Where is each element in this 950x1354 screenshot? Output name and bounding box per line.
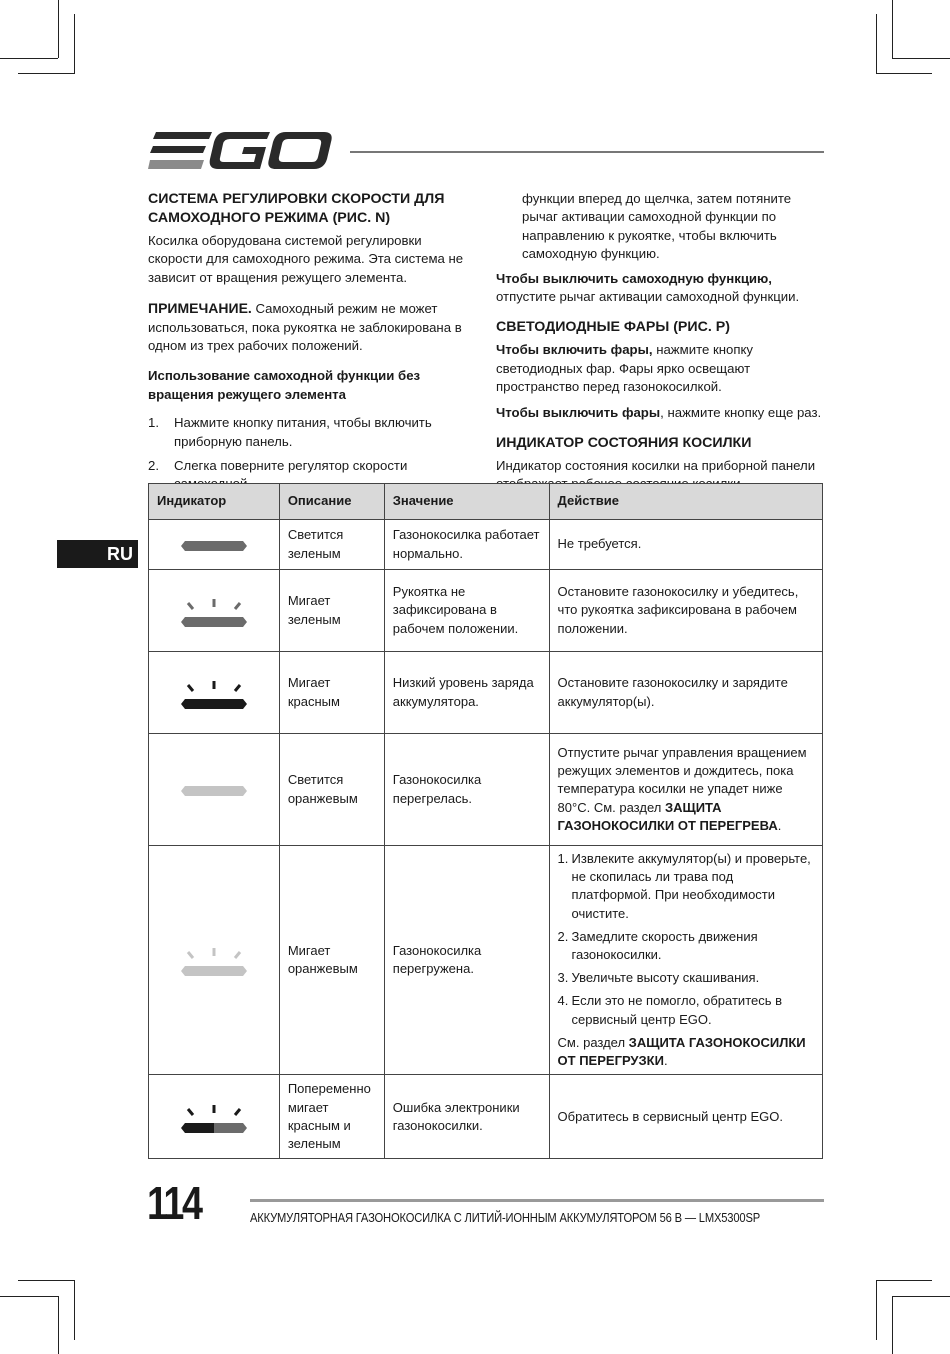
paragraph-text: , нажмите кнопку еще раз.	[660, 404, 822, 420]
crop-mark	[18, 73, 74, 74]
step-continuation: функции вперед до щелчка, затем потяните рычаг активации самоходной функции по направлению к рукоятке, чтобы включить самоходную функцию.	[522, 191, 792, 262]
action-list	[558, 850, 814, 1029]
paragraph	[496, 270, 826, 307]
bold-label: Чтобы включить фары,	[496, 342, 653, 358]
header-rule	[350, 151, 824, 153]
item-number: 2.	[557, 928, 569, 944]
step-number: 2.	[148, 458, 159, 474]
item-number: 3.	[557, 970, 569, 986]
section-reference: ЗАЩИТА ГАЗОНОКОСИЛКИ ОТ ПЕРЕГРУЗКИ	[557, 1034, 806, 1069]
page-number: 114	[147, 1177, 201, 1229]
table-row	[149, 520, 823, 570]
indicator-blinking-green-icon	[179, 591, 249, 631]
column-header: Действие	[549, 484, 822, 520]
crop-mark	[58, 1296, 59, 1354]
crop-mark	[18, 1280, 74, 1281]
blink-ray	[235, 685, 240, 691]
list-item	[148, 414, 478, 451]
action-text-end: .	[777, 817, 782, 833]
paragraph	[496, 404, 826, 422]
table-row	[149, 846, 823, 1075]
column-header: Индикатор	[149, 484, 280, 520]
language-tab: RU	[57, 540, 138, 568]
paragraph-text: нажмите кнопку светодиодных фар. Фары ярко освещают пространство перед газонокосилкой.	[496, 342, 753, 395]
item-text: Увеличьте высоту скашивания.	[571, 970, 760, 986]
table-row	[149, 652, 823, 734]
action-cell: Обратитесь в сервисный центр EGO.	[549, 1075, 822, 1159]
step-text: Нажмите кнопку питания, чтобы включить приборную панель.	[174, 415, 432, 449]
subheading: Использование самоходной функции без вращения режущего элемента	[148, 368, 421, 402]
item-text: Извлеките аккумулятор(ы) и проверьте, не скопилась ли трава под платформой. При необходимости очистите.	[571, 851, 811, 921]
action-cell	[549, 846, 822, 1075]
meaning-cell: Газонокосилка перегрелась.	[384, 734, 549, 846]
action-text: Отпустите рычаг управления вращением режущих элементов и дождитесь, пока температура косилки не упадет ниже 80°C. См. раздел	[557, 744, 807, 815]
item-number: 4.	[557, 993, 569, 1009]
action-text: См. раздел	[557, 1034, 629, 1050]
paragraph-text: отпустите рычаг активации самоходной функции.	[496, 289, 800, 305]
table-header-row	[149, 484, 823, 520]
action-cell	[549, 734, 822, 846]
column-header: Значение	[384, 484, 549, 520]
indicator-cell	[149, 734, 280, 846]
crop-mark	[876, 1280, 877, 1340]
blink-ray	[188, 952, 193, 958]
footer-title: АККУМУЛЯТОРНАЯ ГАЗОНОКОСИЛКА С ЛИТИЙ-ИОННЫМ АККУМУЛЯТОРОМ 56 В — LMX5300SP	[250, 1210, 761, 1225]
description-cell: Светится зеленым	[279, 520, 384, 570]
indicator-blinking-orange-icon	[179, 940, 249, 980]
paragraph: Индикатор состояния косилки на приборной панели	[496, 458, 816, 474]
bold-label: Чтобы выключить фары	[496, 404, 661, 420]
action-cell: Остановите газонокосилку и зарядите аккумулятор(ы).	[549, 652, 822, 734]
blink-ray	[235, 603, 240, 609]
crop-mark	[58, 0, 59, 58]
item-number: 1.	[557, 851, 569, 866]
indicator-alternating-red-green-icon	[179, 1097, 249, 1137]
description-cell: Мигает оранжевым	[279, 846, 384, 1075]
column-header: Описание	[279, 484, 384, 520]
description-cell: Светится оранжевым	[279, 734, 384, 846]
meaning-cell: Газонокосилка перегружена.	[384, 846, 549, 1075]
crop-mark	[74, 14, 75, 74]
note-text: Самоходный режим не может использоваться, пока рукоятка не заблокирована в одном из трех рабочих положений.	[148, 301, 462, 354]
meaning-cell: Низкий уровень заряда аккумулятора.	[384, 652, 549, 734]
crop-mark	[0, 58, 58, 59]
footer-rule	[250, 1199, 824, 1202]
indicator-cell	[149, 1075, 280, 1159]
right-column	[496, 190, 826, 501]
bold-label: Чтобы выключить самоходную функцию,	[496, 270, 772, 286]
paragraph	[496, 341, 826, 396]
blink-ray	[188, 603, 193, 609]
paragraph: Косилка оборудована системой регулировки скорости для самоходного режима. Эта система не зависит от вращения режущего элемента.	[148, 233, 464, 285]
table-row	[149, 734, 823, 846]
description-cell: Попеременно мигает красным и зеленым	[279, 1075, 384, 1159]
description-cell: Мигает зеленым	[279, 570, 384, 652]
step-number: 1.	[148, 415, 159, 431]
action-cell: Остановите газонокосилку и убедитесь, что рукоятка зафиксирована в рабочем положении.	[549, 570, 822, 652]
indicator-blinking-red-icon	[179, 673, 249, 713]
blink-ray	[235, 1109, 240, 1115]
indicator-table	[148, 483, 823, 1159]
indicator-solid-green-icon	[179, 525, 249, 565]
crop-mark	[876, 14, 877, 74]
ego-logo	[148, 130, 332, 172]
table-row	[149, 570, 823, 652]
item-text: Замедлите скорость движения газонокосилки.	[571, 928, 758, 963]
indicator-cell	[149, 846, 280, 1075]
steps-list	[148, 414, 478, 494]
list-item	[558, 928, 814, 964]
indicator-solid-orange-icon	[179, 770, 249, 810]
description-cell: Мигает красным	[279, 652, 384, 734]
indicator-cell	[149, 570, 280, 652]
section-heading-speed-control: СИСТЕМА РЕГУЛИРОВКИ СКОРОСТИ ДЛЯ САМОХОДНОГО РЕЖИМА (РИС. N)	[148, 191, 445, 226]
step-text: Слегка поверните регулятор скорости	[174, 458, 408, 474]
item-text: Если это не помогло, обратитесь в сервисный центр EGO.	[571, 993, 783, 1027]
crop-mark	[892, 1296, 950, 1297]
crop-mark	[876, 1280, 932, 1281]
action-text-end: .	[663, 1053, 668, 1069]
crop-mark	[876, 73, 932, 74]
blink-ray	[235, 952, 240, 958]
note-label: ПРИМЕЧАНИЕ.	[148, 300, 252, 317]
crop-mark	[0, 1296, 58, 1297]
meaning-cell: Рукоятка не зафиксирована в рабочем положении.	[384, 570, 549, 652]
crop-mark	[892, 1296, 893, 1354]
crop-mark	[892, 0, 893, 58]
list-item	[558, 969, 814, 987]
blink-ray	[188, 1109, 193, 1115]
section-reference: ЗАЩИТА ГАЗОНОКОСИЛКИ ОТ ПЕРЕГРЕВА	[557, 799, 778, 833]
section-heading-status-indicator: ИНДИКАТОР СОСТОЯНИЯ КОСИЛКИ	[496, 435, 752, 452]
action-cell: Не требуется.	[549, 520, 822, 570]
meaning-cell: Ошибка электроники газонокосилки.	[384, 1075, 549, 1159]
indicator-cell	[149, 652, 280, 734]
crop-mark	[74, 1280, 75, 1340]
blink-ray	[188, 685, 193, 691]
list-item	[558, 992, 814, 1028]
left-column	[148, 190, 478, 500]
list-item	[558, 850, 814, 923]
table-row	[149, 1075, 823, 1159]
section-heading-led-lights: СВЕТОДИОДНЫЕ ФАРЫ (РИС. P)	[496, 319, 730, 336]
note-paragraph	[148, 299, 478, 355]
meaning-cell: Газонокосилка работает нормально.	[384, 520, 549, 570]
crop-mark	[892, 58, 950, 59]
indicator-cell	[149, 520, 280, 570]
